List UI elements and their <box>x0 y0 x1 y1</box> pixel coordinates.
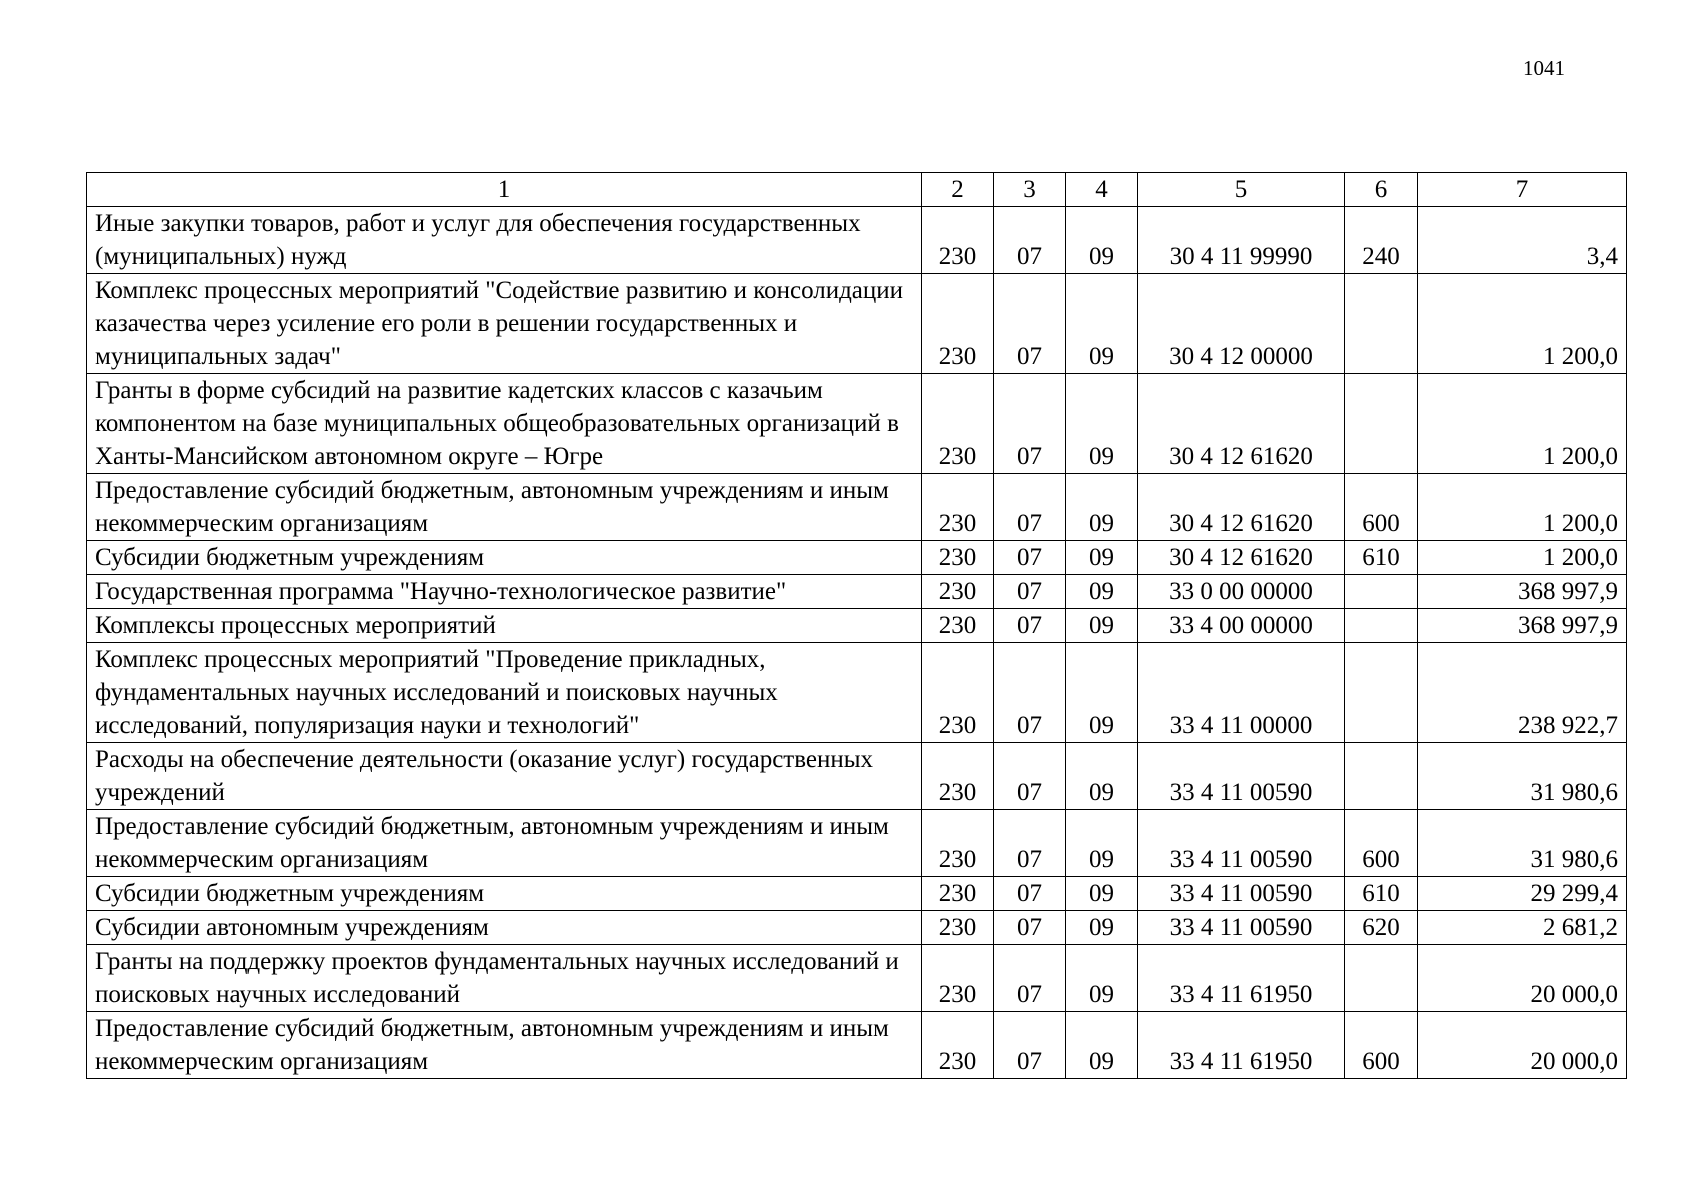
row-name-cell: Иные закупки товаров, работ и услуг для обеспечения государственных (муниципальных) нужд <box>87 207 922 274</box>
row-col5-cell: 33 4 11 00590 <box>1138 877 1345 911</box>
row-col4-cell: 09 <box>1066 743 1138 810</box>
row-col2-cell: 230 <box>922 810 994 877</box>
row-col5-cell: 30 4 12 61620 <box>1138 474 1345 541</box>
row-col4-cell: 09 <box>1066 609 1138 643</box>
row-name-cell: Государственная программа "Научно-технологическое развитие" <box>87 575 922 609</box>
row-amount-cell: 1 200,0 <box>1418 474 1627 541</box>
row-col3-cell: 07 <box>994 474 1066 541</box>
row-col6-cell: 600 <box>1345 474 1418 541</box>
column-header-6: 6 <box>1345 173 1418 207</box>
row-col4-cell: 09 <box>1066 541 1138 575</box>
table-row <box>87 643 1627 743</box>
row-col4-cell: 09 <box>1066 877 1138 911</box>
row-col4-cell: 09 <box>1066 474 1138 541</box>
row-col6-cell <box>1345 945 1418 1012</box>
column-header-4: 4 <box>1066 173 1138 207</box>
row-col4-cell: 09 <box>1066 643 1138 743</box>
row-col6-cell: 600 <box>1345 1012 1418 1079</box>
row-col5-cell: 33 4 11 61950 <box>1138 1012 1345 1079</box>
row-amount-cell: 1 200,0 <box>1418 274 1627 374</box>
row-col3-cell: 07 <box>994 1012 1066 1079</box>
table-row <box>87 274 1627 374</box>
row-name-cell: Гранты на поддержку проектов фундаментальных научных исследований и поисковых научных исследований <box>87 945 922 1012</box>
table-row <box>87 474 1627 541</box>
row-col6-cell <box>1345 609 1418 643</box>
row-col4-cell: 09 <box>1066 945 1138 1012</box>
row-col4-cell: 09 <box>1066 810 1138 877</box>
table-row <box>87 810 1627 877</box>
row-col4-cell: 09 <box>1066 374 1138 474</box>
page-number: 1041 <box>1523 56 1565 80</box>
row-col4-cell: 09 <box>1066 274 1138 374</box>
row-amount-cell: 368 997,9 <box>1418 609 1627 643</box>
row-col2-cell: 230 <box>922 643 994 743</box>
table-row <box>87 877 1627 911</box>
table-header-row <box>87 173 1627 207</box>
row-col6-cell <box>1345 274 1418 374</box>
row-col5-cell: 33 4 00 00000 <box>1138 609 1345 643</box>
table-row <box>87 207 1627 274</box>
row-name-cell: Гранты в форме субсидий на развитие кадетских классов с казачьим компонентом на базе муниципальных общеобразовательных организаций в Ханты-Мансийском автономном округе – Югре <box>87 374 922 474</box>
table-row <box>87 743 1627 810</box>
table-row <box>87 945 1627 1012</box>
table-row <box>87 575 1627 609</box>
row-name-cell: Комплекс процессных мероприятий "Проведение прикладных, фундаментальных научных исследований и поисковых научных исследований, популяризация науки и технологий" <box>87 643 922 743</box>
row-col3-cell: 07 <box>994 575 1066 609</box>
row-col4-cell: 09 <box>1066 207 1138 274</box>
row-col6-cell: 600 <box>1345 810 1418 877</box>
row-col2-cell: 230 <box>922 374 994 474</box>
table-row <box>87 911 1627 945</box>
row-amount-cell: 20 000,0 <box>1418 1012 1627 1079</box>
row-col5-cell: 33 4 11 00590 <box>1138 743 1345 810</box>
row-amount-cell: 31 980,6 <box>1418 810 1627 877</box>
table-row <box>87 541 1627 575</box>
row-col2-cell: 230 <box>922 911 994 945</box>
row-col3-cell: 07 <box>994 945 1066 1012</box>
row-amount-cell: 1 200,0 <box>1418 374 1627 474</box>
row-col4-cell: 09 <box>1066 911 1138 945</box>
row-col4-cell: 09 <box>1066 1012 1138 1079</box>
column-header-2: 2 <box>922 173 994 207</box>
row-col5-cell: 33 4 11 00590 <box>1138 810 1345 877</box>
row-amount-cell: 31 980,6 <box>1418 743 1627 810</box>
row-col5-cell: 30 4 11 99990 <box>1138 207 1345 274</box>
row-col4-cell: 09 <box>1066 575 1138 609</box>
row-col5-cell: 30 4 12 00000 <box>1138 274 1345 374</box>
table-row <box>87 374 1627 474</box>
row-name-cell: Субсидии бюджетным учреждениям <box>87 541 922 575</box>
row-name-cell: Расходы на обеспечение деятельности (оказание услуг) государственных учреждений <box>87 743 922 810</box>
row-col2-cell: 230 <box>922 575 994 609</box>
row-col5-cell: 33 0 00 00000 <box>1138 575 1345 609</box>
row-col6-cell <box>1345 575 1418 609</box>
row-col2-cell: 230 <box>922 207 994 274</box>
table-row <box>87 1012 1627 1079</box>
row-col2-cell: 230 <box>922 945 994 1012</box>
row-name-cell: Комплекс процессных мероприятий "Содействие развитию и консолидации казачества через усиление его роли в решении государственных и муниципальных задач" <box>87 274 922 374</box>
row-col3-cell: 07 <box>994 609 1066 643</box>
row-col5-cell: 30 4 12 61620 <box>1138 374 1345 474</box>
row-col2-cell: 230 <box>922 541 994 575</box>
row-amount-cell: 3,4 <box>1418 207 1627 274</box>
table-row <box>87 609 1627 643</box>
row-amount-cell: 2 681,2 <box>1418 911 1627 945</box>
column-header-1: 1 <box>87 173 922 207</box>
row-col6-cell: 240 <box>1345 207 1418 274</box>
row-amount-cell: 238 922,7 <box>1418 643 1627 743</box>
column-header-3: 3 <box>994 173 1066 207</box>
row-col2-cell: 230 <box>922 1012 994 1079</box>
row-col6-cell: 610 <box>1345 877 1418 911</box>
row-col3-cell: 07 <box>994 643 1066 743</box>
row-col2-cell: 230 <box>922 877 994 911</box>
row-col5-cell: 33 4 11 00000 <box>1138 643 1345 743</box>
row-col3-cell: 07 <box>994 743 1066 810</box>
column-header-5: 5 <box>1138 173 1345 207</box>
row-col6-cell <box>1345 374 1418 474</box>
row-col2-cell: 230 <box>922 474 994 541</box>
budget-table <box>86 172 1627 1079</box>
row-col3-cell: 07 <box>994 207 1066 274</box>
column-header-7: 7 <box>1418 173 1627 207</box>
row-name-cell: Субсидии автономным учреждениям <box>87 911 922 945</box>
row-amount-cell: 1 200,0 <box>1418 541 1627 575</box>
row-col5-cell: 33 4 11 00590 <box>1138 911 1345 945</box>
row-col3-cell: 07 <box>994 274 1066 374</box>
row-name-cell: Предоставление субсидий бюджетным, автономным учреждениям и иным некоммерческим организациям <box>87 1012 922 1079</box>
row-amount-cell: 29 299,4 <box>1418 877 1627 911</box>
row-col6-cell: 620 <box>1345 911 1418 945</box>
row-col3-cell: 07 <box>994 374 1066 474</box>
row-col2-cell: 230 <box>922 274 994 374</box>
row-name-cell: Предоставление субсидий бюджетным, автономным учреждениям и иным некоммерческим организациям <box>87 474 922 541</box>
row-col3-cell: 07 <box>994 911 1066 945</box>
row-name-cell: Комплексы процессных мероприятий <box>87 609 922 643</box>
row-col5-cell: 33 4 11 61950 <box>1138 945 1345 1012</box>
row-amount-cell: 20 000,0 <box>1418 945 1627 1012</box>
row-col3-cell: 07 <box>994 541 1066 575</box>
row-col2-cell: 230 <box>922 743 994 810</box>
row-col3-cell: 07 <box>994 810 1066 877</box>
row-col5-cell: 30 4 12 61620 <box>1138 541 1345 575</box>
row-name-cell: Предоставление субсидий бюджетным, автономным учреждениям и иным некоммерческим организациям <box>87 810 922 877</box>
row-col3-cell: 07 <box>994 877 1066 911</box>
row-col2-cell: 230 <box>922 609 994 643</box>
row-col6-cell <box>1345 643 1418 743</box>
row-col6-cell <box>1345 743 1418 810</box>
row-name-cell: Субсидии бюджетным учреждениям <box>87 877 922 911</box>
row-col6-cell: 610 <box>1345 541 1418 575</box>
row-amount-cell: 368 997,9 <box>1418 575 1627 609</box>
